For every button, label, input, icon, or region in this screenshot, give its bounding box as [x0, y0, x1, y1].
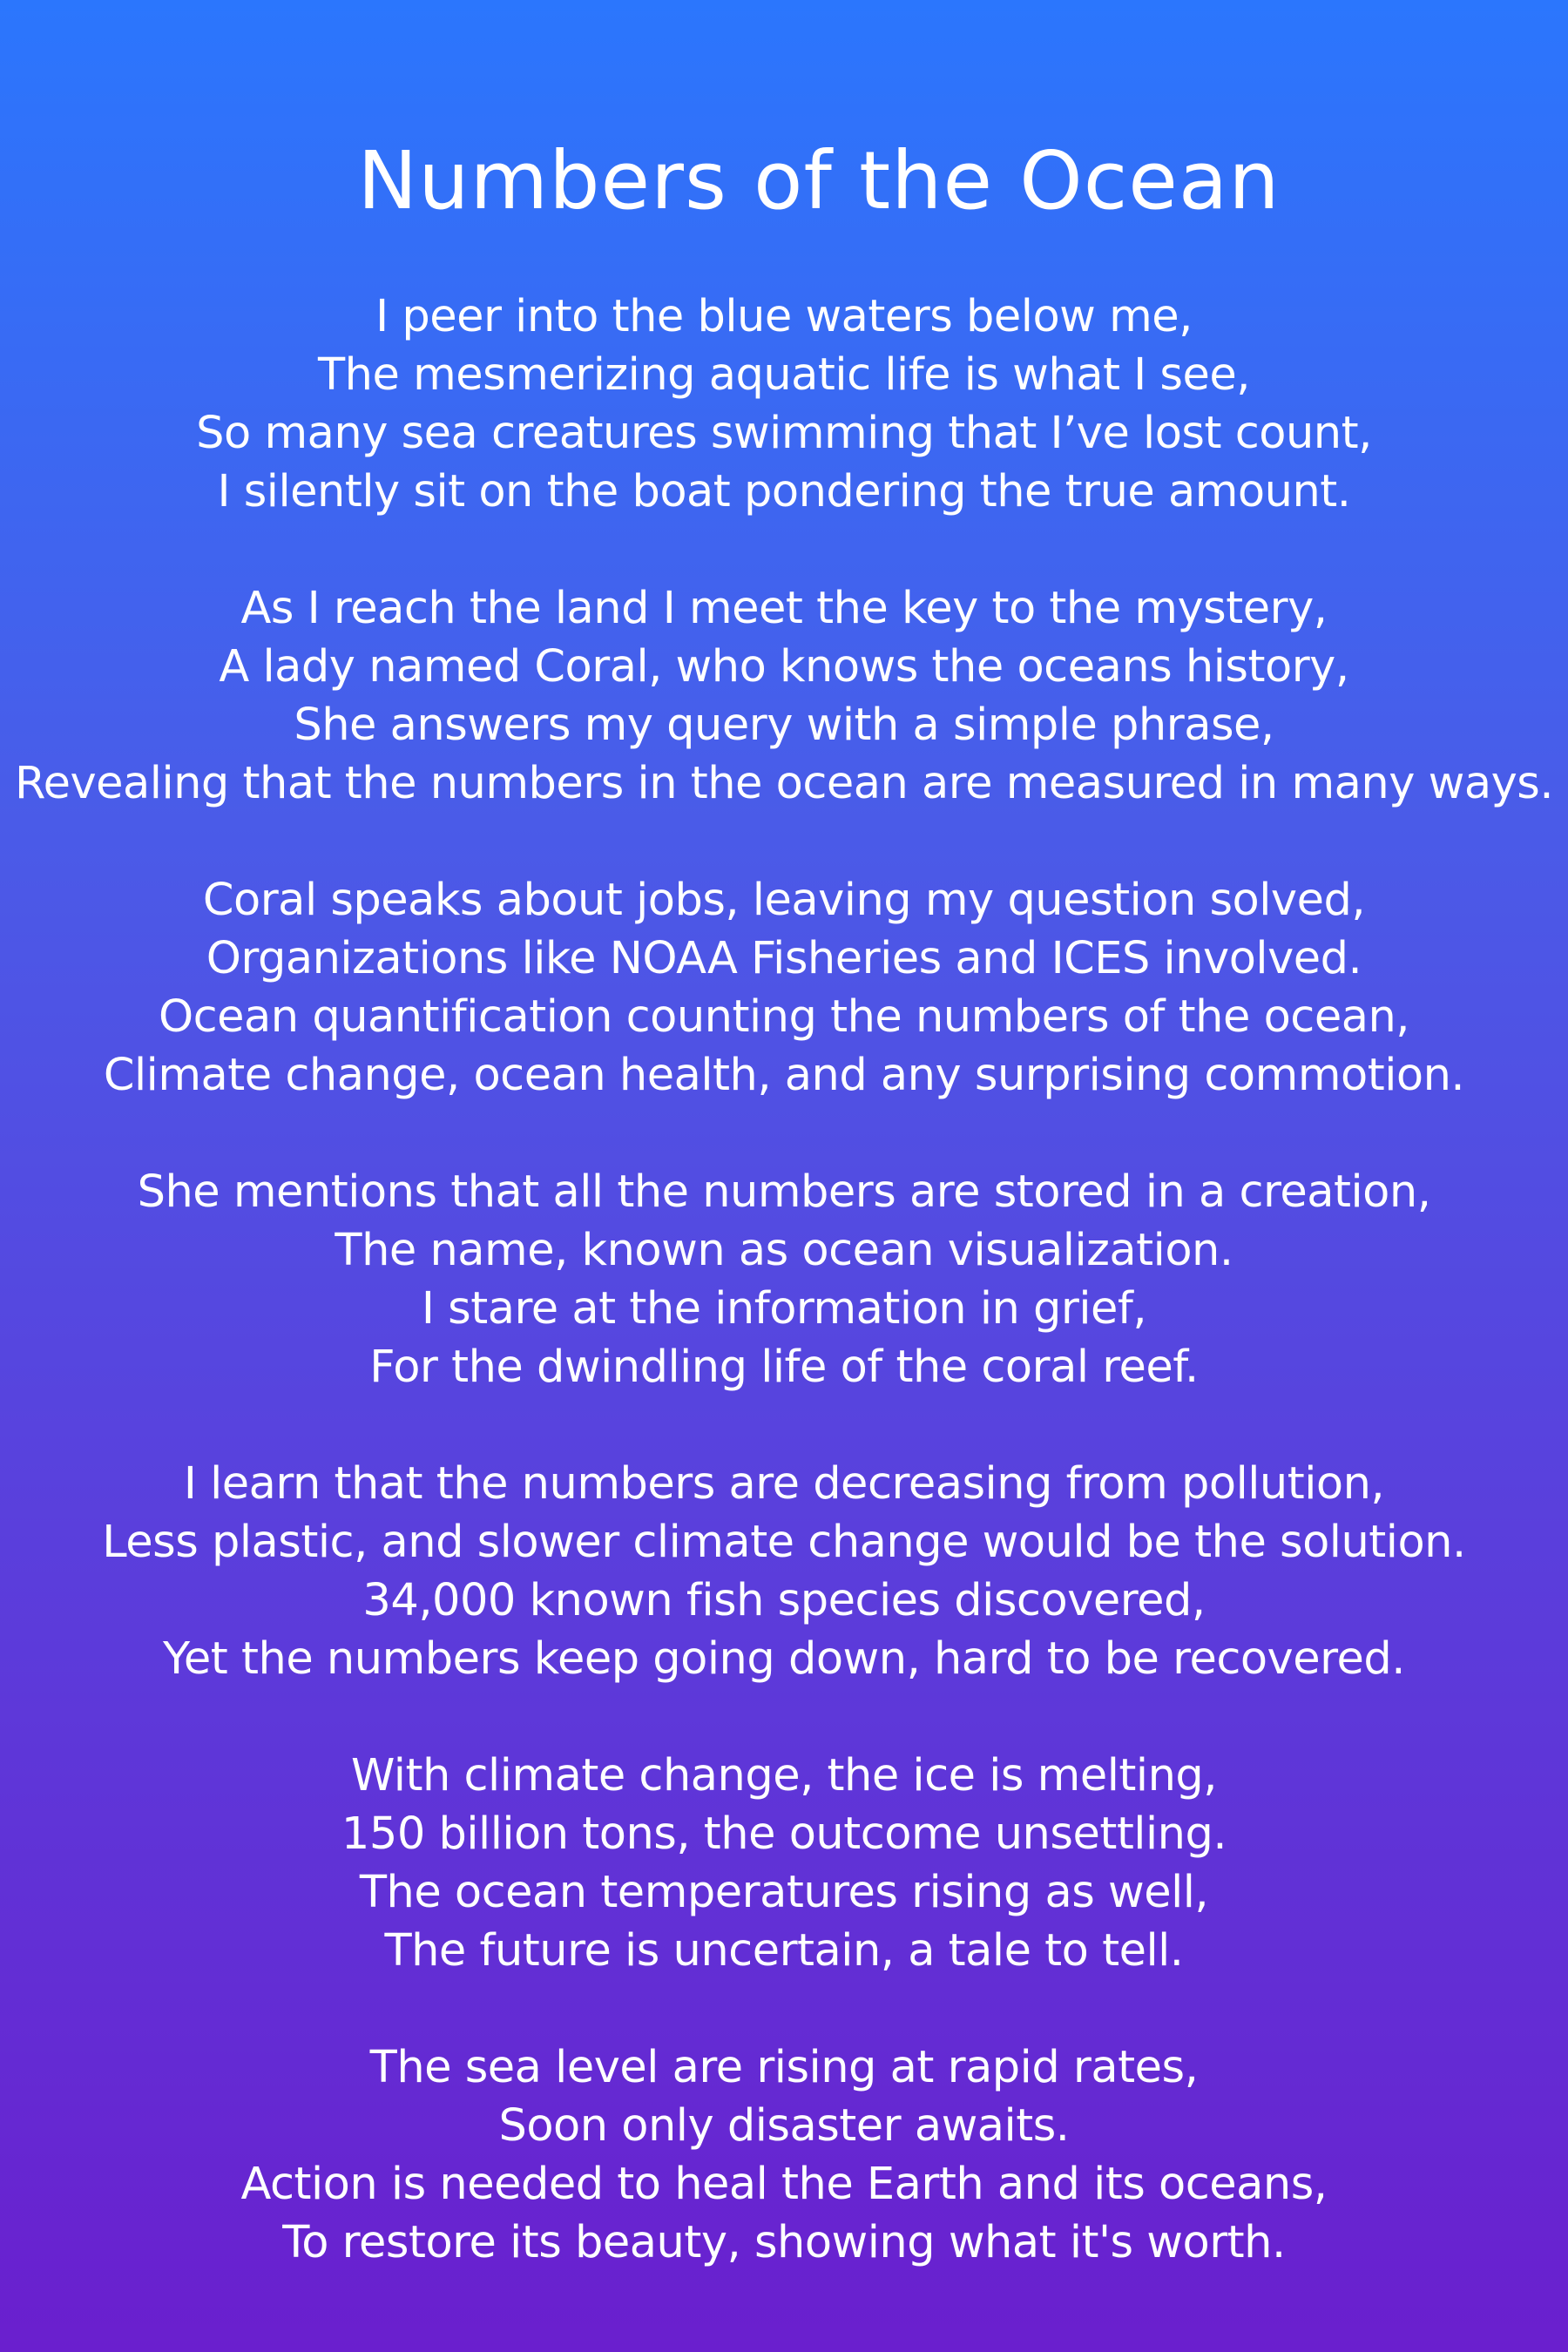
poem-body — [0, 287, 1568, 2330]
poem-line: To restore its beauty, showing what it's worth. — [282, 2217, 1286, 2268]
stanza-7 — [240, 2038, 1327, 2272]
stanza-3 — [104, 871, 1464, 1105]
poem-line: She answers my query with a simple phrase, — [294, 700, 1274, 751]
poem-line: With climate change, the ice is melting, — [351, 1750, 1217, 1801]
poem-line: Yet the numbers keep going down, hard to be recovered. — [163, 1633, 1405, 1685]
poem-line: Action is needed to heal the Earth and its oceans, — [240, 2159, 1328, 2210]
stanza-1 — [196, 287, 1372, 521]
poem-line: The mesmerizing aquatic life is what I see, — [318, 349, 1250, 401]
poem-line: The name, known as ocean visualization. — [335, 1225, 1233, 1276]
poem-line: The ocean temperatures rising as well, — [359, 1867, 1209, 1918]
poem-line: Soon only disaster awaits. — [498, 2100, 1070, 2152]
poem-line: For the dwindling life of the coral reef. — [369, 1342, 1199, 1393]
poem-line: I stare at the information in grief, — [421, 1283, 1147, 1335]
poem-line: She mentions that all the numbers are stored in a creation, — [137, 1166, 1431, 1218]
poem-title: Numbers of the Ocean — [357, 134, 1281, 227]
poem-line: I silently sit on the boat pondering the true amount. — [217, 466, 1351, 517]
poem-line: I peer into the blue waters below me, — [375, 291, 1193, 342]
poem-line: Climate change, ocean health, and any surprising commotion. — [103, 1050, 1465, 1101]
stanza-6 — [341, 1747, 1227, 1980]
poem-line: A lady named Coral, who knows the oceans history, — [219, 641, 1349, 693]
poem-line: The future is uncertain, a tale to tell. — [384, 1925, 1184, 1977]
poem-line: Coral speaks about jobs, leaving my question solved, — [202, 875, 1366, 926]
poem-line: So many sea creatures swimming that I’ve lost count, — [196, 408, 1372, 459]
stanza-5 — [102, 1455, 1465, 1688]
stanza-2 — [15, 579, 1553, 813]
poem-line: The sea level are rising at rapid rates, — [369, 2042, 1199, 2093]
poem-line: 34,000 known fish species discovered, — [362, 1575, 1206, 1626]
poem-line: Less plastic, and slower climate change would be the solution. — [102, 1517, 1466, 1568]
poem-line: Organizations like NOAA Fisheries and ICES involved. — [206, 933, 1362, 984]
poem-line: As I reach the land I meet the key to the mystery, — [240, 583, 1328, 634]
poem-line: Revealing that the numbers in the ocean are measured in many ways. — [14, 758, 1554, 809]
poem-line: Ocean quantification counting the numbers of the ocean, — [159, 991, 1409, 1043]
stanza-4 — [138, 1163, 1431, 1396]
poem-line: 150 billion tons, the outcome unsettling. — [341, 1808, 1227, 1860]
poem-line: I learn that the numbers are decreasing from pollution, — [183, 1458, 1385, 1510]
